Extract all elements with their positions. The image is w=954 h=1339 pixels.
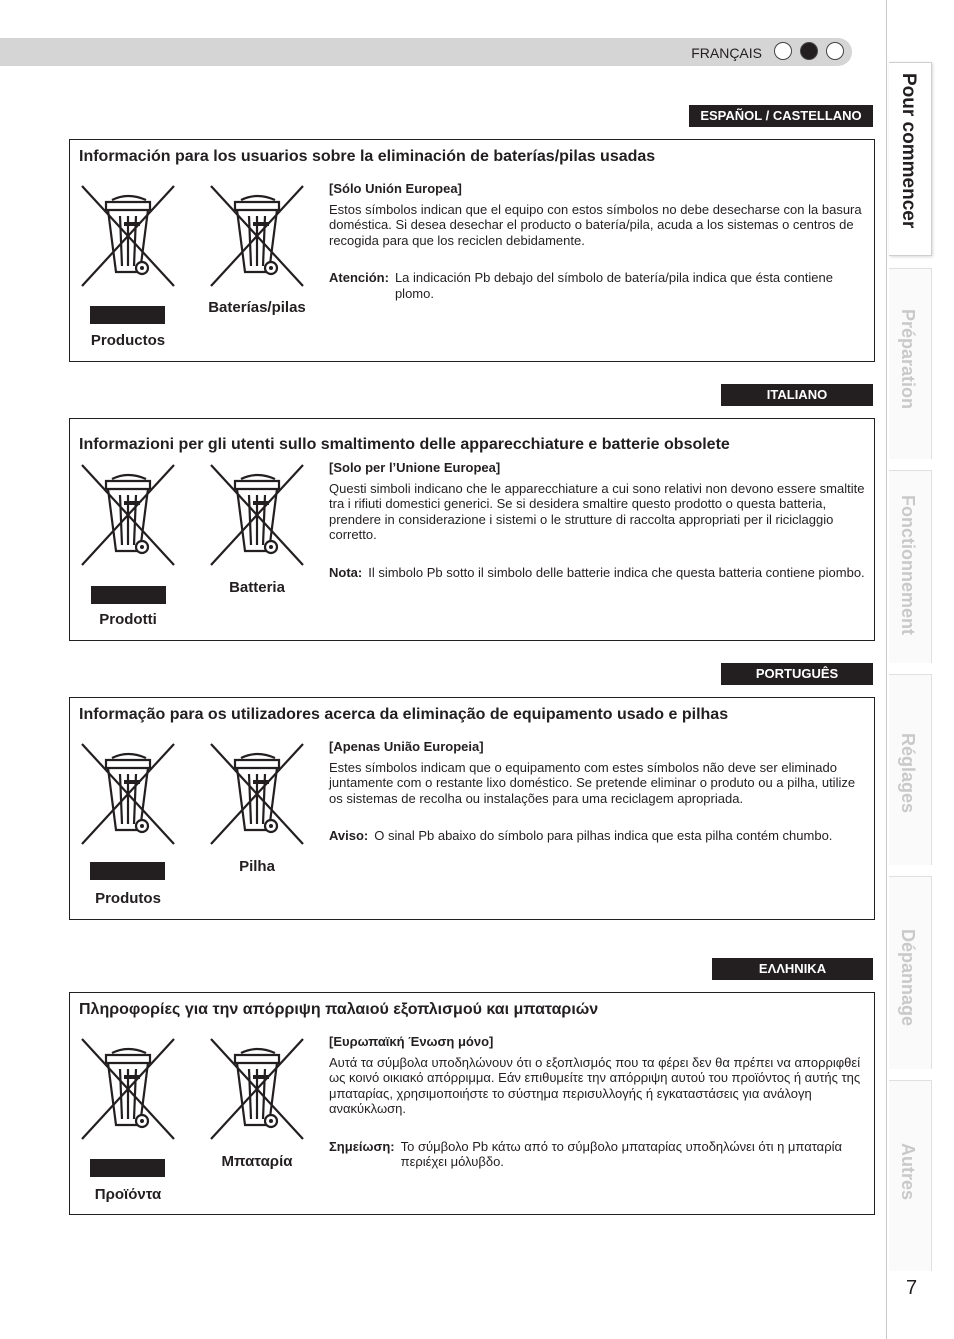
section-body: Questi simboli indicano che le apparecchiature a cui sono relativi non devono essere smaltite tra i rifiuti domestici generici. Se si desidera smaltire questo prodotto o questa batteria, prendere in considerazione i sistemi o le strutture di raccolta appropriati per il riciclaggio corretto.	[329, 480, 865, 542]
section-title: Informazioni per gli utenti sullo smaltimento delle apparecchiature e batterie obsolete	[79, 436, 730, 453]
battery-caption: Baterías/pilas	[208, 299, 306, 316]
indicator-dot-empty-icon	[774, 42, 792, 60]
note	[329, 1139, 865, 1170]
crossed-out-bin-icon	[209, 742, 305, 846]
note-text: Il simbolo Pb sotto il simbolo delle batterie indica che questa batteria contiene piombo.	[368, 564, 865, 580]
products-caption: Produtos	[95, 890, 161, 907]
tab-label: Fonctionnement	[898, 495, 918, 635]
crossed-out-bin-icon	[80, 1037, 176, 1141]
current-language: FRANÇAIS	[691, 45, 762, 61]
side-tab-divider	[886, 0, 887, 1339]
header-bar	[0, 38, 852, 66]
crossed-out-bin-icon	[80, 463, 176, 567]
products-caption: Productos	[90, 332, 166, 349]
language-label-spanish: ESPAÑOL / CASTELLANO	[689, 105, 873, 127]
battery-caption: Pilha	[239, 858, 275, 875]
eu-scope-heading: [Ευρωπαϊκή Ένωση μόνο]	[329, 1034, 494, 1049]
disposal-section-italian	[69, 418, 875, 641]
section-text	[329, 739, 865, 844]
crossed-out-bin-icon	[209, 184, 305, 288]
section-title: Informação para os utilizadores acerca da eliminação de equipamento usado e pilhas	[79, 706, 729, 723]
page-number: 7	[906, 1277, 918, 1299]
product-marker-bar	[90, 862, 165, 880]
product-marker-bar	[90, 306, 165, 324]
products-caption: Prodotti	[99, 611, 157, 628]
language-label-portuguese: PORTUGUÊS	[721, 663, 873, 685]
note-label: Σημείωση:	[329, 1138, 395, 1154]
tab-label: Réglages	[898, 733, 918, 814]
note	[329, 828, 865, 844]
section-text	[329, 460, 865, 580]
eu-scope-heading: [Apenas União Europeia]	[329, 739, 484, 754]
tab-reglages[interactable]	[889, 674, 932, 865]
crossed-out-bin-icon	[209, 1037, 305, 1141]
battery-caption: Μπαταρία	[221, 1153, 293, 1170]
tab-label: Préparation	[898, 309, 918, 410]
section-text	[329, 1034, 865, 1170]
tab-autres[interactable]	[889, 1080, 932, 1271]
tab-label: Autres	[898, 1143, 918, 1201]
section-body: Estos símbolos indican que el equipo con estos símbolos no debe desecharse con la basura doméstica. Si desea desechar el producto o batería/pila, acuda a los sistemas o centros de recogida para que los reciclen debidamente.	[329, 201, 862, 248]
eu-scope-heading: [Solo per l’Unione Europea]	[329, 460, 501, 475]
crossed-out-bin-icon	[209, 463, 305, 567]
tab-preparation[interactable]	[889, 268, 932, 459]
product-marker-bar	[91, 586, 166, 604]
indicator-dot-empty-icon	[826, 42, 844, 60]
note	[329, 270, 865, 301]
note-label: Nota:	[329, 564, 363, 580]
note-label: Aviso:	[329, 828, 369, 843]
battery-caption: Batteria	[229, 579, 285, 596]
section-title: Información para los usuarios sobre la eliminación de baterías/pilas usadas	[79, 148, 656, 165]
tab-fonctionnement[interactable]	[889, 470, 932, 663]
crossed-out-bin-icon	[80, 184, 176, 288]
disposal-section-spanish	[69, 139, 875, 362]
tab-depannage[interactable]	[889, 876, 932, 1069]
section-text	[329, 181, 865, 301]
disposal-section-portuguese	[69, 697, 875, 920]
product-marker-bar	[90, 1159, 165, 1177]
note-text: La indicación Pb debajo del símbolo de batería/pila indica que ésta contiene plomo.	[394, 270, 833, 301]
note	[329, 565, 865, 581]
tab-label: Pour commencer	[898, 73, 919, 229]
note-label: Atención:	[329, 270, 389, 285]
note-text: O sinal Pb abaixo do símbolo para pilhas indica que esta pilha contém chumbo.	[374, 828, 833, 843]
language-indicator-dots	[774, 42, 844, 60]
products-caption: Προϊόντα	[94, 1186, 162, 1203]
tab-pour-commencer[interactable]	[889, 62, 932, 256]
indicator-dot-filled-icon	[800, 42, 818, 60]
section-body: Αυτά τα σύμβολα υποδηλώνουν ότι ο εξοπλισμός που τα φέρει δεν θα πρέπει να απορριφθεί ως κοινό οικιακό απόρριμμα. Εάν επιθυμείτε την απόρριψη αυτού του προϊόντος ή αυτής της μπαταρίας, χρησιμοποιήστε το σύστημα περισυλλογής ή εγκαταστάσεις για ανάλογη ανακύκλωση.	[329, 1054, 861, 1116]
language-label-greek: ΕΛΛΗΝΙΚΑ	[712, 958, 873, 980]
eu-scope-heading: [Sólo Unión Europea]	[329, 181, 462, 196]
tab-label: Dépannage	[898, 929, 918, 1027]
crossed-out-bin-icon	[80, 742, 176, 846]
disposal-section-greek	[69, 992, 875, 1215]
section-body: Estes símbolos indicam que o equipamento com estes símbolos não deve ser eliminado juntamente com o restante lixo doméstico. Se pretende eliminar o produto ou a pilha, utilize os sistemas de recolha ou instalações para uma reciclagem apropriada.	[329, 759, 856, 806]
note-text: Το σύμβολο Pb κάτω από το σύμβολο μπαταρίας υποδηλώνει ότι η μπαταρία περιέχει μόλυβδο.	[400, 1138, 842, 1169]
language-label-italian: ITALIANO	[721, 384, 873, 406]
section-title: Πληροφορίες για την απόρριψη παλαιού εξοπλισμού και μπαταριών	[79, 1001, 599, 1018]
